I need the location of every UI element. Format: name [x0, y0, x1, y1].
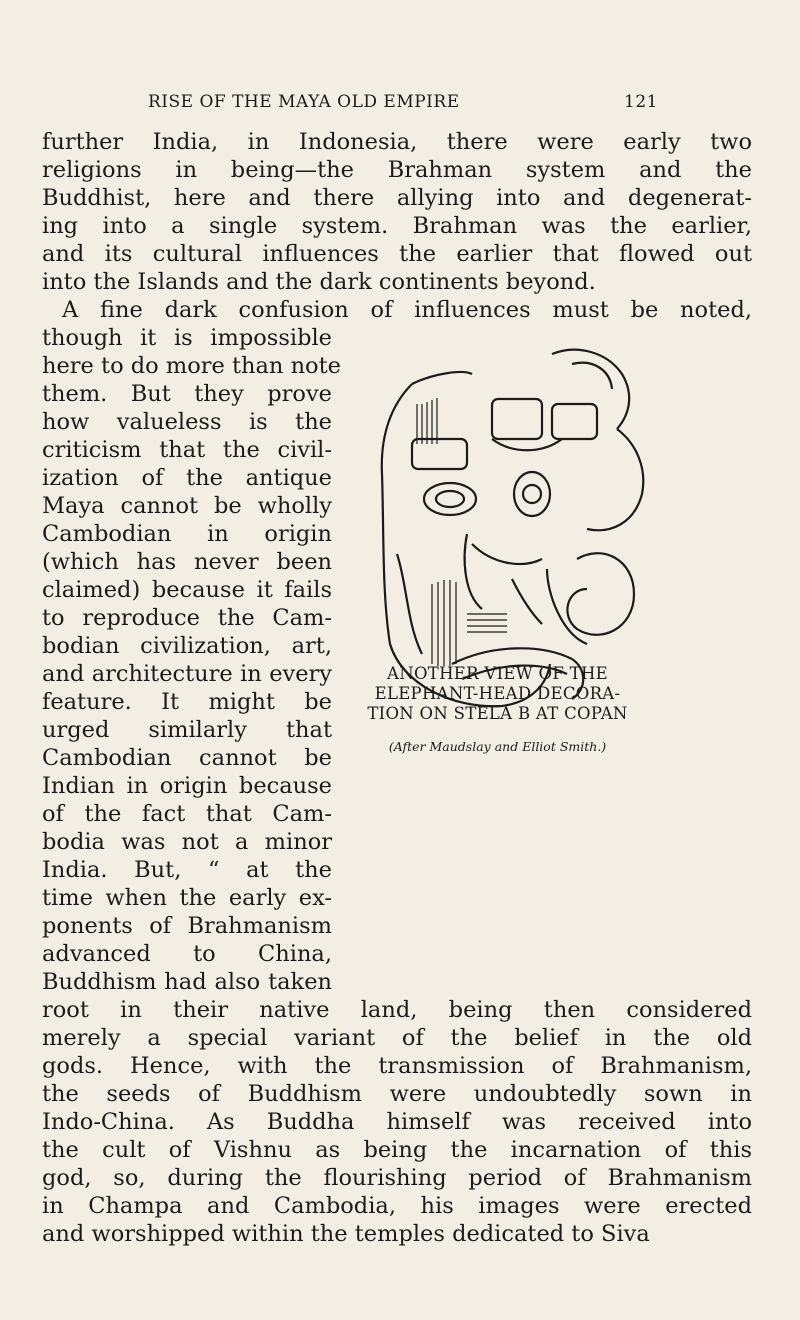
running-title: RISE OF THE MAYA OLD EMPIRE: [148, 92, 460, 112]
body-line: of the fact that Cam-: [42, 801, 332, 827]
body-line: urged similarly that: [42, 717, 332, 743]
body-line: in Champa and Cambodia, his images were erected: [42, 1193, 752, 1219]
body-line: ing into a single system. Brahman was the earlier,: [42, 213, 752, 239]
body-line: gods. Hence, with the transmission of Brahmanism,: [42, 1053, 752, 1079]
body-line: Cambodian cannot be: [42, 745, 332, 771]
body-line: time when the early ex-: [42, 885, 332, 911]
body-line: into the Islands and the dark continents beyond.: [42, 269, 596, 295]
body-line: Indian in origin because: [42, 773, 332, 799]
body-line: to reproduce the Cam-: [42, 605, 332, 631]
body-line: India. But, “ at the: [42, 857, 332, 883]
body-line: Buddhist, here and there allying into and degenerat-: [42, 185, 752, 211]
body-line: and its cultural influences the earlier that flowed out: [42, 241, 752, 267]
body-line: how valueless is the: [42, 409, 332, 435]
body-line: the cult of Vishnu as being the incarnation of this: [42, 1137, 752, 1163]
body-line: advanced to China,: [42, 941, 332, 967]
body-line: though it is impossible: [42, 325, 332, 351]
body-line: bodian civilization, art,: [42, 633, 332, 659]
body-line: A fine dark confusion of influences must be noted,: [62, 297, 752, 323]
body-line: and architecture in every: [42, 661, 332, 687]
figure-caption-line: TION ON STELA B AT COPAN: [367, 704, 628, 723]
figure-caption-line: ANOTHER VIEW OF THE: [386, 664, 609, 683]
body-line: religions in being—the Brahman system and the: [42, 157, 752, 183]
body-line: ization of the antique: [42, 465, 332, 491]
body-line: Maya cannot be wholly: [42, 493, 332, 519]
body-line: Indo-China. As Buddha himself was received into: [42, 1109, 752, 1135]
body-line: god, so, during the flourishing period of Brahmanism: [42, 1165, 752, 1191]
body-line: Buddhism had also taken: [42, 969, 332, 995]
body-line: and worshipped within the temples dedicated to Siva: [42, 1221, 650, 1247]
body-line: criticism that the civil-: [42, 437, 332, 463]
body-line: bodia was not a minor: [42, 829, 332, 855]
body-line: claimed) because it fails: [42, 577, 332, 603]
body-line: them. But they prove: [42, 381, 332, 407]
body-line: the seeds of Buddhism were undoubtedly sown in: [42, 1081, 752, 1107]
body-line: feature. It might be: [42, 689, 332, 715]
figure-credit: (After Maudslay and Elliot Smith.): [388, 739, 607, 754]
body-line: here to do more than note: [42, 353, 341, 379]
elephant-head-illustration: [372, 344, 657, 714]
running-header: [148, 92, 658, 112]
body-line: ponents of Brahmanism: [42, 913, 332, 939]
body-line: further India, in Indonesia, there were early two: [42, 129, 752, 155]
body-line: (which has never been: [42, 549, 332, 575]
body-line: merely a special variant of the belief in the old: [42, 1025, 752, 1051]
figure-caption-line: ELEPHANT-HEAD DECORA-: [374, 684, 621, 703]
body-line: root in their native land, being then considered: [42, 997, 752, 1023]
body-line: Cambodian in origin: [42, 521, 332, 547]
page-number: 121: [624, 92, 658, 112]
